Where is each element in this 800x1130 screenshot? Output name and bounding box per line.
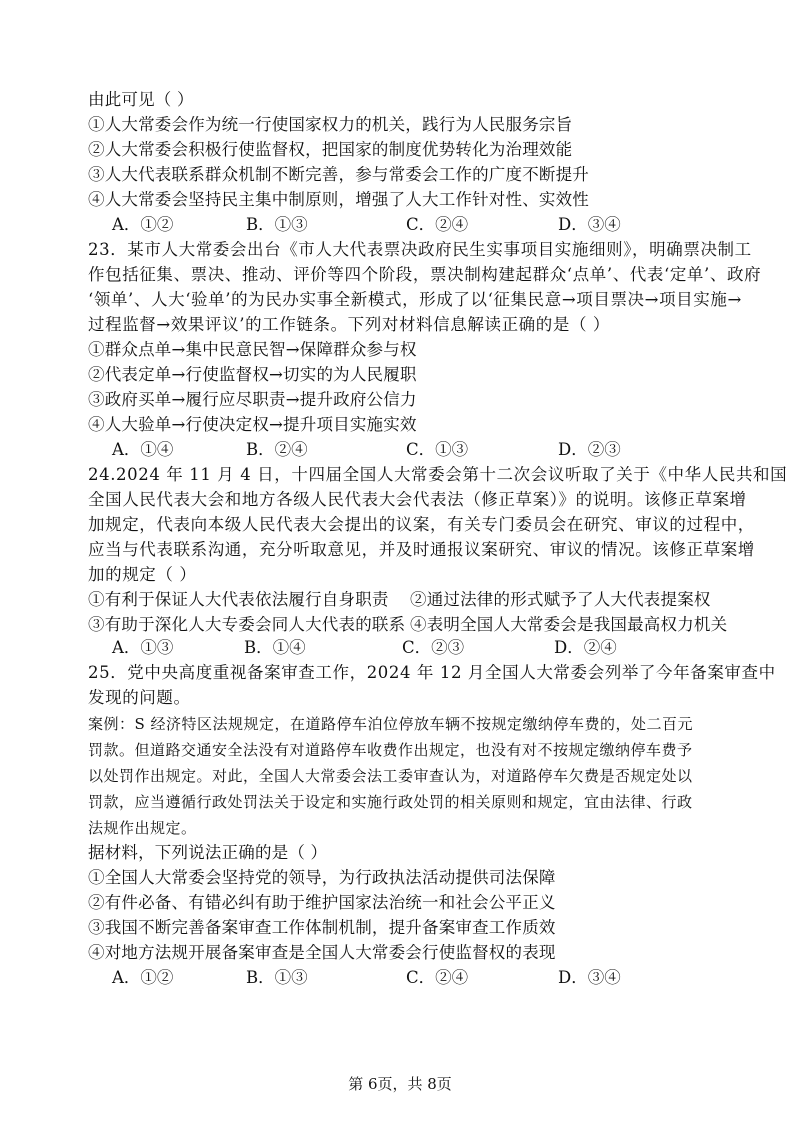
q24-stem-line-1: 24.2024 年 11 月 4 日，十四届全国人大常委会第十二次会议听取了关于《中华人民共和国 — [88, 465, 788, 484]
q25-option-b[interactable]: B．①③ — [246, 968, 308, 987]
q25-option-c[interactable]: C．②④ — [406, 968, 469, 987]
q23-option-a[interactable]: A．①④ — [112, 440, 174, 459]
q25-prompt: 据材料，下列说法正确的是（ ） — [88, 843, 328, 862]
q24-item-3: ③有助于深化人大专委会同人大代表的联系 — [88, 615, 406, 634]
q23-item-3: ③政府买单→履行应尽职责→提升政府公信力 — [88, 390, 417, 409]
q23-item-4: ④人大验单→行使决定权→提升项目实施实效 — [88, 415, 417, 434]
q24-item-1: ①有利于保证人大代表依法履行自身职责 — [88, 590, 389, 609]
q22-item-4: ④人大常委会坚持民主集中制原则，增强了人大工作针对性、实效性 — [88, 190, 589, 209]
q23-item-1: ①群众点单→集中民意民智→保障群众参与权 — [88, 340, 417, 359]
q23-stem-line-2: 作包括征集、票决、推动、评价等四个阶段，票决制构建起群众‘点单’、代表‘定单’、政府 — [88, 265, 762, 284]
q25-options — [112, 966, 658, 990]
q22-item-1: ①人大常委会作为统一行使国家权力的机关，践行为人民服务宗旨 — [88, 115, 573, 134]
q22-option-a[interactable]: A．①② — [112, 215, 174, 234]
q22-item-3: ③人大代表联系群众机制不断完善，参与常委会工作的广度不断提升 — [88, 165, 589, 184]
q25-item-3: ③我国不断完善备案审查工作体制机制，提升备案审查工作质效 — [88, 918, 556, 937]
q25-case-line-4: 罚款，应当遵循行政处罚法关于设定和实施行政处罚的相关原则和规定，宜由法律、行政 — [88, 793, 693, 811]
q23-stem-line-3: ‘领单’、人大‘验单’的为民办实事全新模式，形成了以‘征集民意→项目票决→项目实施→ — [88, 290, 742, 309]
q22-option-d[interactable]: D．③④ — [558, 215, 621, 234]
q24-options — [112, 636, 654, 660]
q24-items-row-1 — [88, 588, 711, 612]
q25-item-2: ②有件必备、有错必纠有助于维护国家法治统一和社会公平正义 — [88, 893, 556, 912]
q25-option-d[interactable]: D．③④ — [558, 968, 621, 987]
q24-stem-line-4: 应当与代表联系沟通，充分听取意见，并及时通报议案研究、审议的情况。该修正草案增 — [88, 540, 755, 559]
q22-option-c[interactable]: C．②④ — [406, 215, 469, 234]
q25-stem-line-1: 25．党中央高度重视备案审查工作，2024 年 12 月全国人大常委会列举了今年备案审查中 — [88, 663, 776, 682]
q24-option-d[interactable]: D．②④ — [554, 638, 617, 657]
q24-item-4: ④表明全国人大常委会是我国最高权力机关 — [410, 615, 728, 634]
q24-items-row-2 — [88, 613, 727, 637]
q24-option-a[interactable]: A．①③ — [112, 638, 174, 657]
q25-case-line-3: 以处罚作出规定。对此，全国人大常委会法工委审查认为，对道路停车欠费是否规定处以 — [88, 767, 693, 785]
q25-stem-line-2: 发现的问题。 — [88, 688, 191, 707]
q25-item-1: ①全国人大常委会坚持党的领导，为行政执法活动提供司法保障 — [88, 868, 556, 887]
q25-case-line-5: 法规作出规定。 — [88, 819, 197, 837]
q24-stem-line-3: 加规定，代表向本级人民代表大会提出的议案，有关专门委员会在研究、审议的过程中， — [88, 515, 755, 534]
q25-case-line-1: 案例：S 经济特区法规规定，在道路停车泊位停放车辆不按规定缴纳停车费的，处二百元 — [88, 715, 694, 733]
q22-stem-tail: 由此可见（ ） — [88, 90, 194, 109]
q23-options — [112, 438, 658, 462]
q24-item-2: ②通过法律的形式赋予了人大代表提案权 — [410, 590, 711, 609]
q22-item-2: ②人大常委会积极行使监督权，把国家的制度优势转化为治理效能 — [88, 140, 573, 159]
q22-options — [112, 213, 658, 237]
q23-option-d[interactable]: D．②③ — [558, 440, 621, 459]
q23-option-b[interactable]: B．②④ — [246, 440, 308, 459]
q24-option-b[interactable]: B．①④ — [244, 638, 306, 657]
q23-stem-line-4: 过程监督→效果评议’的工作链条。下列对材料信息解读正确的是（ ） — [88, 315, 611, 334]
q24-stem-line-2: 全国人民代表大会和地方各级人民代表大会代表法（修正草案）》的说明。该修正草案增 — [88, 490, 747, 509]
q24-option-c[interactable]: C．②③ — [402, 638, 465, 657]
q25-option-a[interactable]: A．①② — [112, 968, 174, 987]
q25-case-line-2: 罚款。但道路交通安全法没有对道路停车收费作出规定，也没有对不按规定缴纳停车费予 — [88, 741, 693, 759]
q23-item-2: ②代表定单→行使监督权→切实的为人民履职 — [88, 365, 417, 384]
q22-option-b[interactable]: B．①③ — [246, 215, 308, 234]
q24-stem-line-5: 加的规定（ ） — [88, 565, 197, 584]
page-footer: 第 6页，共 8页 — [348, 1075, 452, 1093]
q23-stem-line-1: 23．某市人大常委会出台《市人大代表票决政府民生实事项目实施细则》，明确票决制工 — [88, 240, 752, 259]
q23-option-c[interactable]: C．①③ — [406, 440, 469, 459]
q25-item-4: ④对地方法规开展备案审查是全国人大常委会行使监督权的表现 — [88, 943, 556, 962]
